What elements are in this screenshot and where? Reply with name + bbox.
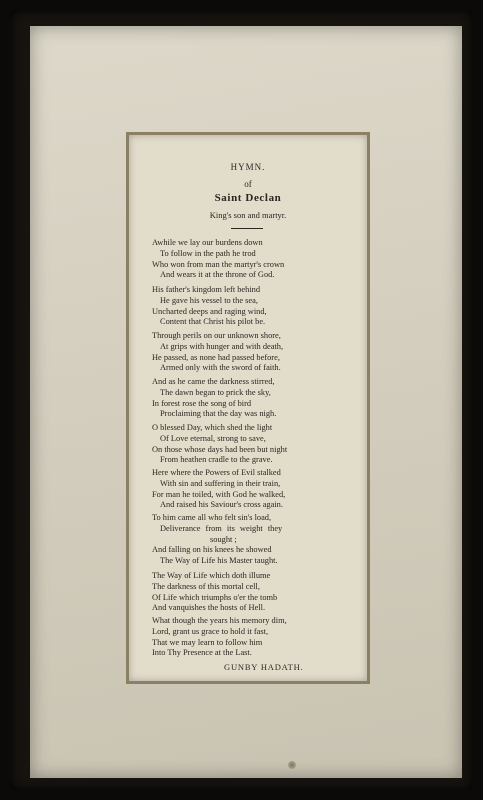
title-divider [231, 228, 263, 229]
stanza-2 [152, 285, 366, 328]
stanza-line: O blessed Day, which shed the light [152, 423, 273, 432]
stanza-4 [152, 377, 366, 420]
stanza-line: Of Life which triumphs o'er the tomb [152, 592, 278, 602]
stanza-line: His father's kingdom left behind [152, 285, 261, 294]
stanza-line: At grips with hunger and with death, [160, 341, 284, 351]
frame-nail-head [288, 761, 296, 769]
stanza-line: The Way of Life his Master taught. [160, 556, 278, 566]
stanza-line: Into Thy Presence at the Last. [152, 648, 252, 658]
stanza-line: He gave his vessel to the sea, [160, 295, 258, 305]
stanza-line: He passed, as none had passed before, [152, 352, 280, 362]
hymn-heading: HYMN. [230, 162, 266, 172]
stanza-line: For man he toiled, with God he walked, [152, 489, 286, 499]
stanza-line: That we may learn to follow him [152, 637, 263, 647]
stanza-line: Uncharted deeps and raging wind, [152, 306, 267, 316]
saint-name-title: Saint Declan [214, 192, 282, 204]
stanza-9 [152, 616, 366, 659]
stanza-line: The dawn began to prick the sky, [160, 387, 271, 397]
hymn-of-text: of [244, 179, 252, 189]
stanza-line: To follow in the path he trod [160, 248, 256, 258]
stanza-7 [152, 513, 366, 567]
stanza-1 [152, 238, 366, 281]
stanza-line: On those whose days had been but night [152, 444, 288, 454]
stanza-line: Of Love eternal, strong to save, [160, 433, 266, 443]
stanza-line: Armed only with the sword of faith. [160, 363, 281, 373]
stanza-line: sought ; [210, 534, 237, 544]
picture-frame [10, 10, 473, 790]
stanza-line: And wears it at the throne of God. [160, 270, 275, 280]
stanza-line: With sin and suffering in their train, [160, 478, 281, 488]
mat-board [30, 26, 462, 778]
hymn-card-window [126, 132, 370, 684]
stanza-line: To him came all who felt sin's load, [152, 513, 272, 522]
stanza-line: The Way of Life which doth illume [152, 571, 271, 580]
stanza-line: And as he came the darkness stirred, [152, 377, 275, 386]
stanza-5 [152, 423, 366, 466]
stanza-line: Proclaiming that the day was nigh. [160, 409, 277, 419]
stanza-line: And falling on his knees he showed [152, 545, 272, 555]
stanza-line: Content that Christ his pilot be. [160, 317, 266, 327]
hymn-subtitle: King's son and martyr. [209, 210, 287, 220]
stanza-line: Awhile we lay our burdens down [152, 238, 263, 247]
author-name: GUNBY HADATH. [224, 662, 304, 672]
stanza-line: Deliverance from its weight they [160, 523, 283, 533]
stanza-line: In forest rose the song of bird [152, 398, 252, 408]
stanza-line: Who won from man the martyr's crown [152, 259, 285, 269]
stanza-line: And vanquishes the hosts of Hell. [152, 603, 266, 613]
stanza-line: Here where the Powers of Evil stalked [152, 468, 281, 477]
stanza-line: The darkness of this mortal cell, [152, 581, 260, 591]
stanza-line: What though the years his memory dim, [152, 616, 287, 625]
stanza-6 [152, 468, 366, 511]
stanza-8 [152, 571, 366, 614]
stanza-3 [152, 331, 366, 374]
stanza-line: Lord, grant us grace to hold it fast, [152, 626, 269, 636]
stanza-line: From heathen cradle to the grave. [160, 455, 273, 465]
hymn-card [129, 135, 367, 681]
stanza-line: And raised his Saviour's cross again. [160, 500, 283, 510]
stanza-line: Through perils on our unknown shore, [152, 331, 281, 340]
